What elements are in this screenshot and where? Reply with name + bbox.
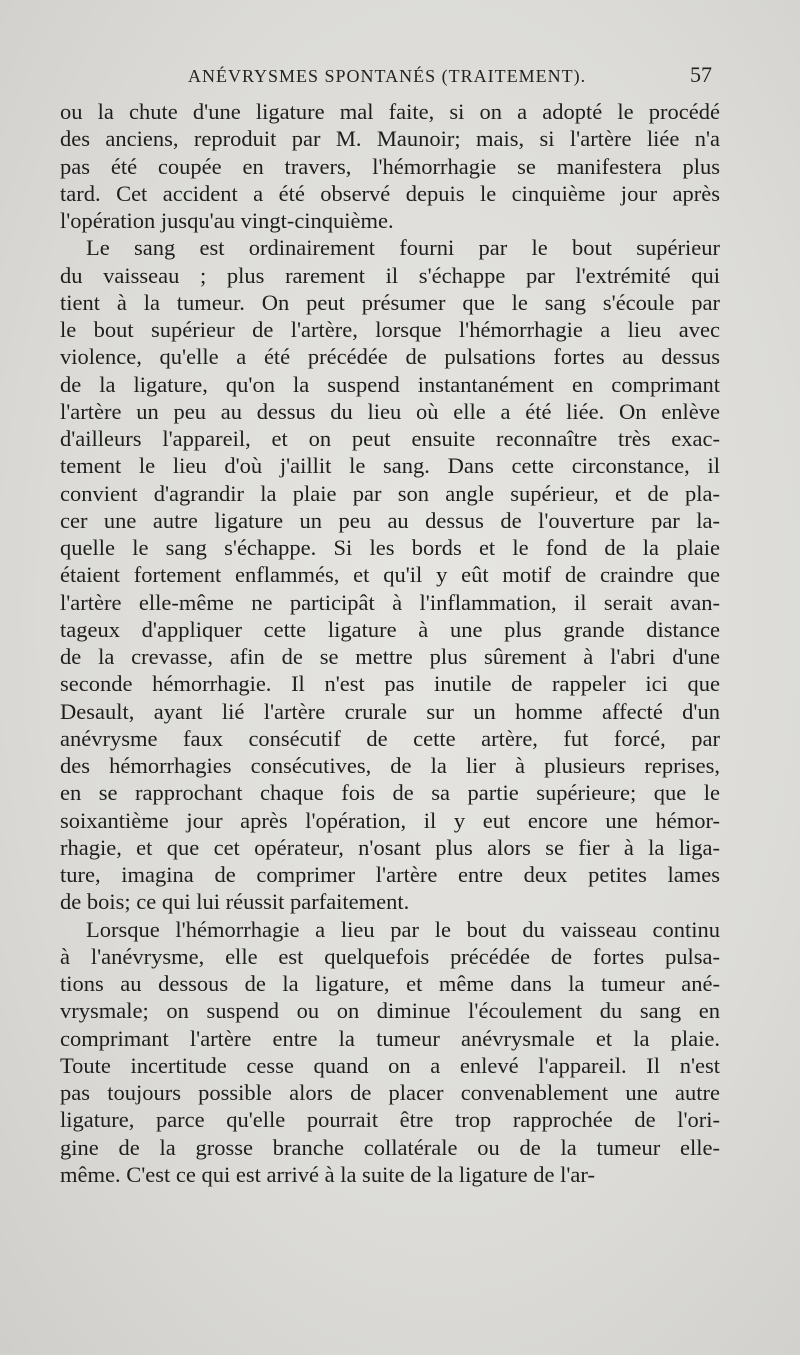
text-line: tard. Cet accident a été observé depuis le cinquième jour après xyxy=(60,180,720,206)
text-line: pas été coupée en travers, l'hémorrhagie se manifestera plus xyxy=(60,153,720,179)
text-line: vrysmale; on suspend ou on diminue l'écoulement du sang en xyxy=(60,998,720,1024)
text-line: Toute incertitude cesse quand on a enlevé l'appareil. Il n'est xyxy=(60,1052,720,1078)
text-line: tageux d'appliquer cette ligature à une plus grande distance xyxy=(60,616,720,642)
text-line: des anciens, reproduit par M. Maunoir; mais, si l'artère liée n'a xyxy=(60,126,720,152)
text-line: violence, qu'elle a été précédée de pulsations fortes au dessus xyxy=(60,344,720,370)
text-line: du vaisseau ; plus rarement il s'échappe par l'extrémité qui xyxy=(60,262,720,288)
body-text xyxy=(60,98,720,1188)
text-line: Lorsque l'hémorrhagie a lieu par le bout du vaisseau continu xyxy=(86,916,720,942)
text-line: d'ailleurs l'appareil, et on peut ensuite reconnaître très exac- xyxy=(60,426,720,451)
text-line: soixantième jour après l'opération, il y eut encore une hémor- xyxy=(60,807,720,833)
text-line: des hémorrhagies consécutives, de la lier à plusieurs reprises, xyxy=(60,753,720,778)
paragraph xyxy=(60,916,720,1189)
text-line: Desault, ayant lié l'artère crurale sur un homme affecté d'un xyxy=(60,698,720,724)
text-line: ture, imagina de comprimer l'artère entre deux petites lames xyxy=(60,862,720,887)
text-line: en se rapprochant chaque fois de sa partie supérieure; que le xyxy=(60,780,720,806)
text-line: tement le lieu d'où j'aillit le sang. Dans cette circonstance, il xyxy=(60,453,720,479)
page-number: 57 xyxy=(690,62,712,87)
text-line: tions au dessous de la ligature, et même dans la tumeur ané- xyxy=(60,971,720,996)
text-line: comprimant l'artère entre la tumeur anévrysmale et la plaie. xyxy=(60,1025,720,1051)
text-line: à l'anévrysme, elle est quelquefois précédée de fortes pulsa- xyxy=(60,943,720,969)
text-line: gine de la grosse branche collatérale ou de la tumeur elle- xyxy=(60,1134,720,1160)
text-line: convient d'agrandir la plaie par son angle supérieur, et de pla- xyxy=(60,480,720,506)
text-line: quelle le sang s'échappe. Si les bords et le fond de la plaie xyxy=(60,535,720,560)
text-line: tient à la tumeur. On peut présumer que le sang s'écoule par xyxy=(60,289,720,315)
text-line: l'artère elle-même ne participât à l'inflammation, il serait avan- xyxy=(60,589,720,615)
text-line: de la ligature, qu'on la suspend instantanément en comprimant xyxy=(60,371,720,397)
paragraph xyxy=(60,98,720,234)
text-line: rhagie, et que cet opérateur, n'osant plus alors se fier à la liga- xyxy=(60,834,720,860)
text-line: de la crevasse, afin de se mettre plus sûrement à l'abri d'une xyxy=(60,644,720,669)
text-line: étaient fortement enflammés, et qu'il y eût motif de craindre que xyxy=(60,562,720,588)
text-line: Le sang est ordinairement fourni par le bout supérieur xyxy=(86,235,720,261)
text-line: l'opération jusqu'au vingt-cinquième. xyxy=(60,208,394,233)
paragraph xyxy=(60,234,720,915)
page-header xyxy=(60,62,720,96)
text-line: cer une autre ligature un peu au dessus de l'ouverture par la- xyxy=(60,507,720,533)
text-line: ligature, parce qu'elle pourrait être trop rapprochée de l'ori- xyxy=(60,1107,720,1133)
text-line: seconde hémorrhagie. Il n'est pas inutile de rappeler ici que xyxy=(60,671,720,697)
text-line: pas toujours possible alors de placer convenablement une autre xyxy=(60,1080,720,1105)
text-line: de bois; ce qui lui réussit parfaitement. xyxy=(60,889,410,915)
text-line: anévrysme faux consécutif de cette artère, fut forcé, par xyxy=(60,725,720,751)
text-line: le bout supérieur de l'artère, lorsque l'hémorrhagie a lieu avec xyxy=(60,317,720,342)
text-line: ou la chute d'une ligature mal faite, si on a adopté le procédé xyxy=(60,99,720,124)
running-title: ANÉVRYSMES SPONTANÉS (TRAITEMENT). xyxy=(188,66,587,86)
text-line: même. C'est ce qui est arrivé à la suite de la ligature de l'ar- xyxy=(60,1161,595,1187)
text-line: l'artère un peu au dessus du lieu où elle a été liée. On enlève xyxy=(60,398,720,424)
